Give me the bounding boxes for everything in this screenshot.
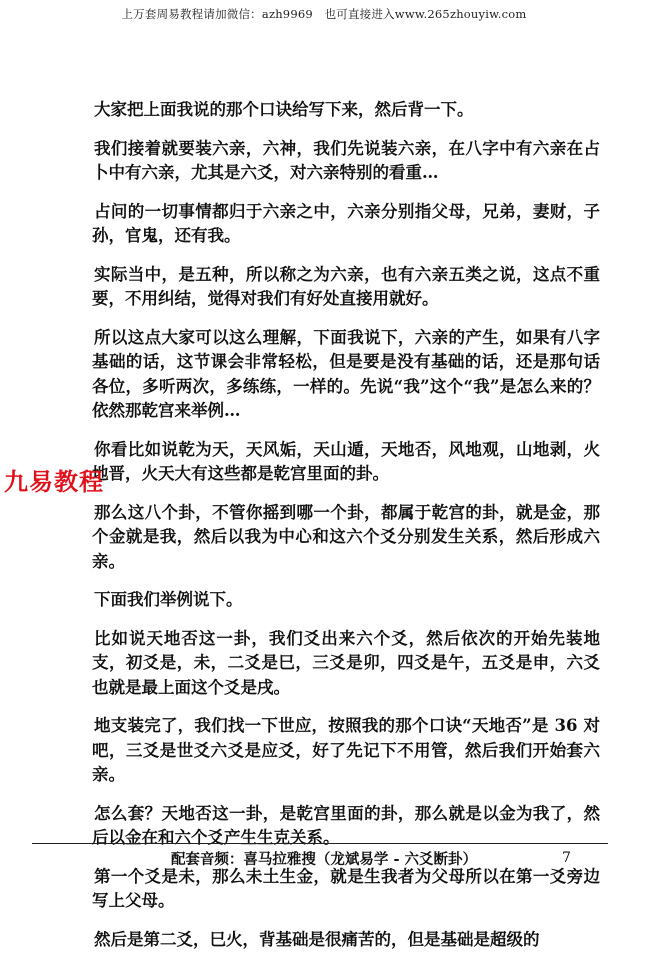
paragraph: 比如说天地否这一卦，我们爻出来六个爻，然后依次的开始先装地支，初爻是，未，二爻是巳，三爻是卯，四爻是午，五爻是申，六爻也就是最上面这个爻是戌。	[92, 628, 600, 697]
paragraph: 你看比如说乾为天，天风姤，天山遁，天地否，风地观，山地剥，火地晋，火天大有这些都是乾宫里面的卦。	[92, 439, 600, 483]
paragraph: 所以这点大家可以这么理解，下面我说下，六亲的产生，如果有八字基础的话，这节课会非常轻松，但是要是没有基础的话，还是那句话各位，多听两次，多练练，一样的。先说“我”这个“我”是怎么来的？依然那乾宫来举例…	[92, 327, 600, 420]
paragraph: 实际当中，是五种，所以称之为六亲，也有六亲五类之说，这点不重要，不用纠结，觉得对我们有好处直接用就好。	[92, 264, 600, 308]
top-banner: 上万套周易教程请加微信：azh9969 也可直接进入www.265zhouyiw.com	[121, 7, 527, 21]
paragraph: 那么这八个卦，不管你摇到哪一个卦，都属于乾宫的卦，就是金，那个金就是我，然后以我为中心和这六个爻分别发生关系，然后形成六亲。	[92, 502, 600, 571]
paragraph: 怎么套？天地否这一卦，是乾宫里面的卦，那么就是以金为我了，然后以金在和六个爻产生生克关系。	[92, 803, 600, 847]
watermark-logo: 九易教程	[4, 468, 104, 496]
page-number: 7	[562, 850, 571, 866]
paragraph: 大家把上面我说的那个口诀给写下来，然后背一下。	[94, 100, 474, 119]
paragraph: 然后是第二爻，巳火，背基础是很痛苦的，但是基础是超级的	[94, 929, 540, 949]
paragraph: 第一个爻是未，那么未土生金，就是生我者为父母所以在第一爻旁边写上父母。	[92, 866, 600, 910]
paragraph: 下面我们举例说下。	[94, 590, 243, 609]
footer-caption: 配套音频：喜马拉雅搜（龙斌易学 - 六爻断卦）	[170, 851, 478, 868]
paragraph: 我们接着就要装六亲，六神，我们先说装六亲，在八字中有六亲在占卜中有六亲，尤其是六爻，对六亲特别的看重…	[92, 138, 600, 182]
paragraph: 占问的一切事情都归于六亲之中，六亲分别指父母，兄弟，妻财，子孙，官鬼，还有我。	[92, 201, 600, 245]
page-body	[92, 98, 600, 966]
footer-divider	[32, 843, 608, 844]
paragraph: 地支装完了，我们找一下世应，按照我的那个口诀“天地否”是 36 对吧，三爻是世爻六爻是应爻，好了先记下不用管，然后我们开始套六亲。	[92, 716, 600, 784]
